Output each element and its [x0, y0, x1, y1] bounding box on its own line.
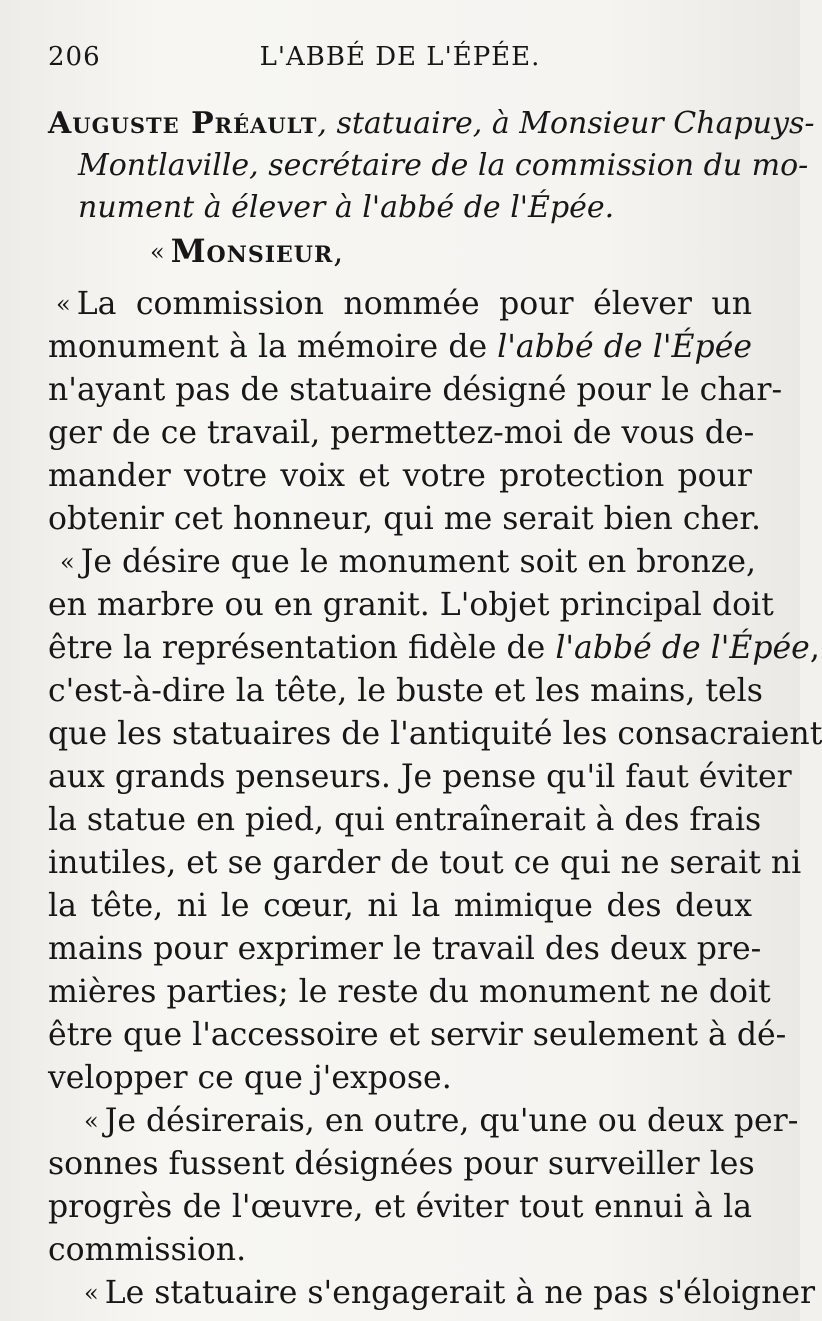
body-line: en marbre ou en granit. L'objet principal doit	[48, 587, 774, 623]
body-line: commission.	[48, 1232, 247, 1268]
quote-mark: «	[84, 1107, 99, 1135]
body-line: être la représentation fidèle de l'abbé de l'Épée,	[48, 630, 820, 666]
letter-author: Auguste Préault	[48, 106, 318, 141]
body-line: mander votre voix et votre protection pour	[48, 458, 752, 494]
body-line: mains pour exprimer le travail des deux pre-	[48, 931, 762, 967]
quote-mark: «	[60, 548, 75, 576]
quote-mark: «	[84, 1279, 99, 1307]
body-line: la statue en pied, qui entraînerait à des frais	[48, 802, 762, 838]
quote-mark: «	[56, 290, 71, 318]
body-line: « Je désire que le monument soit en bronze,	[60, 544, 756, 580]
letter-recipient: , à Monsieur Chapuys-	[472, 106, 815, 141]
page-header	[48, 42, 752, 80]
body-line: inutiles, et se garder de tout ce qui ne serait ni	[48, 845, 802, 881]
body-line: progrès de l'œuvre, et éviter tout ennui à la	[48, 1189, 752, 1225]
salutation	[150, 232, 343, 272]
body-line: monument à la mémoire de l'abbé de l'Épée	[48, 329, 752, 365]
body-line: ger de ce travail, permettez-moi de vous de-	[48, 415, 755, 451]
letter-heading-line-3: nument à élever à l'abbé de l'Épée.	[78, 190, 615, 225]
body-line: obtenir cet honneur, qui me serait bien cher.	[48, 501, 762, 537]
italic-name: l'abbé de l'Épée	[555, 630, 810, 666]
letter-heading-line-1	[48, 104, 815, 144]
body-line: « Le statuaire s'engagerait à ne pas s'éloigner	[84, 1275, 816, 1311]
italic-name: l'abbé de l'Épée	[497, 329, 752, 365]
body-line: n'ayant pas de statuaire désigné pour le char-	[48, 372, 783, 408]
body-line: sonnes fussent désignées pour surveiller les	[48, 1146, 755, 1182]
salutation-text: Monsieur	[170, 233, 334, 270]
body-line: la tête, ni le cœur, ni la mimique des deux	[48, 888, 752, 924]
body-line: c'est-à-dire la tête, le buste et les mains, tels	[48, 673, 763, 709]
quote-mark: «	[150, 238, 165, 266]
body-line: mières parties; le reste du monument ne doit	[48, 974, 771, 1010]
body-line: velopper ce que j'expose.	[48, 1060, 452, 1096]
letter-heading-line-2: Montlaville, secrétaire de la commission du mo-	[78, 148, 809, 183]
body-line: être que l'accessoire et servir seulement à dé-	[48, 1017, 787, 1053]
body-line: « La commission nommée pour élever un	[56, 286, 752, 322]
body-line: « Je désirerais, en outre, qu'une ou deux per-	[84, 1103, 799, 1139]
letter-author-role: , statuaire	[317, 106, 473, 141]
body-line: aux grands penseurs. Je pense qu'il faut éviter	[48, 759, 792, 795]
running-title: L'ABBÉ DE L'ÉPÉE.	[259, 42, 541, 72]
salutation-tail: ,	[333, 234, 344, 270]
page-number: 206	[48, 42, 101, 72]
body-line: que les statuaires de l'antiquité les consacraient	[48, 716, 822, 752]
